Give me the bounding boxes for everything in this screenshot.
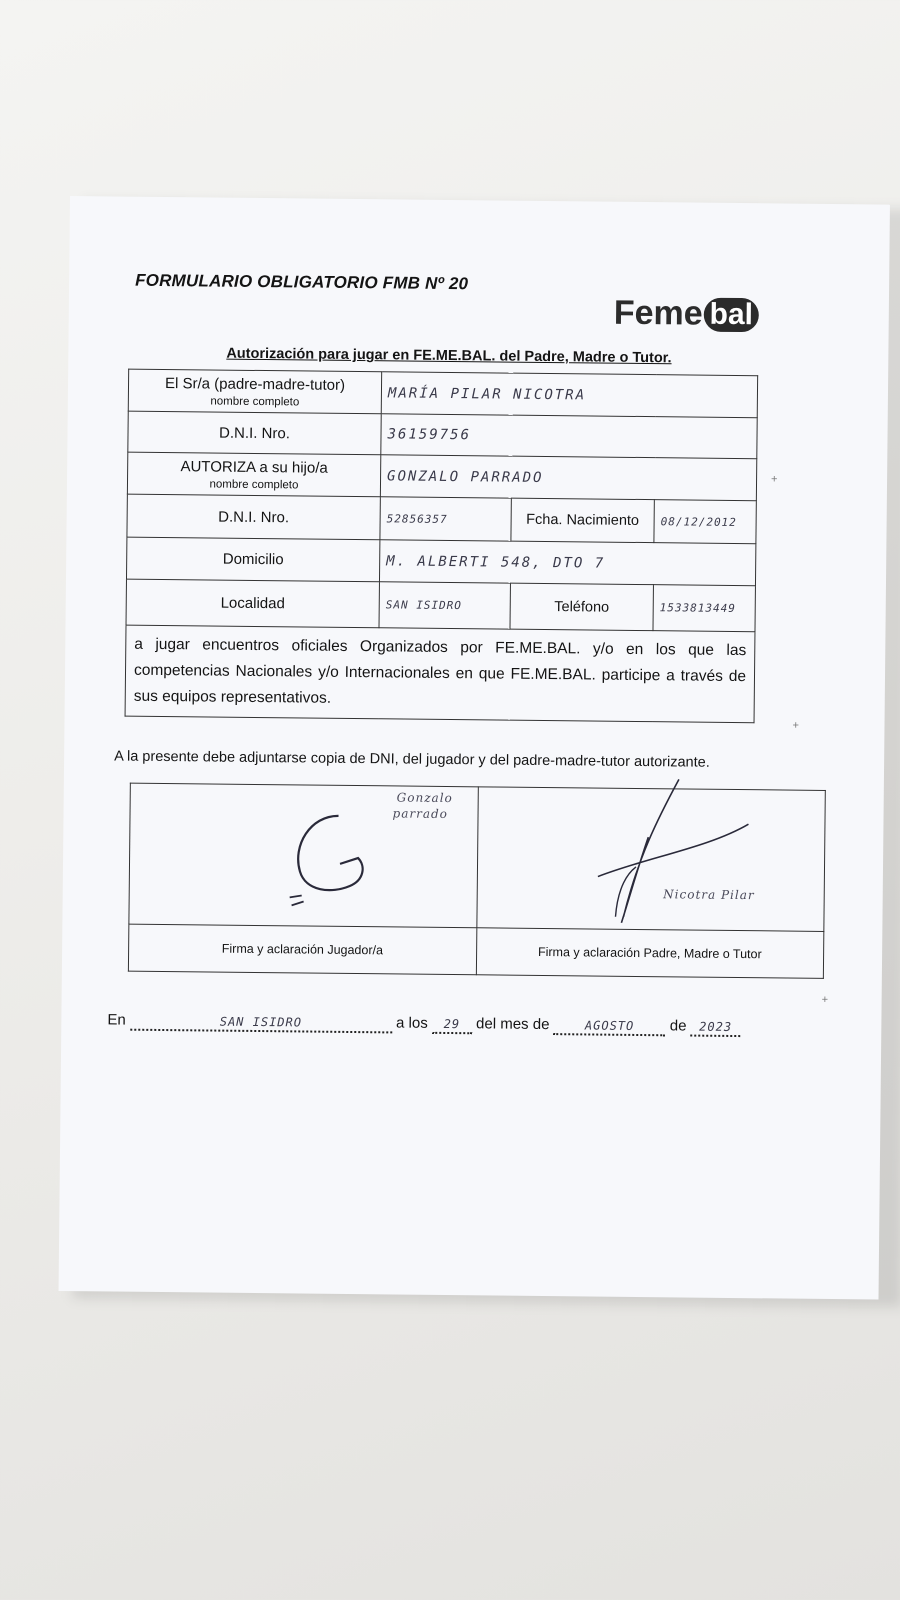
month-label: del mes de xyxy=(475,1015,550,1034)
stray-pen-mark: + xyxy=(792,719,799,732)
stray-pen-mark: + xyxy=(771,473,778,486)
parent-name-sublabel: nombre completo xyxy=(210,394,300,408)
child-dni-label: D.N.I. Nro. xyxy=(127,494,380,540)
place-field xyxy=(130,1012,392,1034)
year-field xyxy=(691,1018,741,1038)
locality-value: SAN ISIDRO xyxy=(379,582,510,629)
player-signature-box xyxy=(129,783,478,928)
parent-name-label-cell xyxy=(128,369,381,414)
parent-name-label: El Sr/a (padre-madre-tutor) xyxy=(164,374,346,394)
parent-clarification: Nicotra Pilar xyxy=(663,887,755,903)
locality-label: Localidad xyxy=(126,579,379,628)
parent-signature-caption: Firma y aclaración Padre, Madre o Tutor xyxy=(476,928,824,979)
phone-label: Teléfono xyxy=(510,583,653,630)
child-name-sublabel: nombre completo xyxy=(209,477,299,491)
logo-text-bal: bal xyxy=(703,297,759,332)
day-label: a los xyxy=(395,1014,428,1032)
parent-name-row xyxy=(128,369,757,418)
day-value: 29 xyxy=(443,1016,461,1032)
player-signature-caption: Firma y aclaración Jugador/a xyxy=(128,924,476,975)
child-name-label: AUTORIZA a su hijo/a xyxy=(180,457,328,477)
en-label: En xyxy=(107,1011,126,1029)
parent-signature-mark xyxy=(557,776,819,929)
authorization-form-sheet xyxy=(59,196,890,1300)
authorization-row xyxy=(125,625,755,723)
address-label: Domicilio xyxy=(126,537,379,582)
player-clarification-line2: parrado xyxy=(392,806,448,821)
place-value: SAN ISIDRO xyxy=(219,1014,303,1030)
stray-pen-mark: + xyxy=(821,993,829,1006)
child-dni-value: 52856357 xyxy=(380,497,511,541)
address-row xyxy=(126,537,755,586)
form-table xyxy=(125,369,759,724)
child-name-value: GONZALO PARRADO xyxy=(380,455,756,501)
address-value: M. ALBERTI 548, DTO 7 xyxy=(379,540,755,586)
player-signature-mark xyxy=(279,805,400,916)
day-field xyxy=(432,1015,472,1034)
phone-value: 1533813449 xyxy=(653,585,755,632)
child-dni-row xyxy=(127,494,756,544)
child-name-label-cell xyxy=(127,452,380,497)
signature-caption-row xyxy=(128,924,823,978)
parent-dni-label: D.N.I. Nro. xyxy=(128,411,381,455)
child-name-row xyxy=(127,452,756,501)
locality-row xyxy=(126,579,755,632)
player-clarification-line1: Gonzalo xyxy=(396,790,453,806)
birth-date-label: Fcha. Nacimiento xyxy=(511,498,654,542)
month-field xyxy=(554,1016,666,1036)
month-value: AGOSTO xyxy=(584,1018,635,1033)
parent-signature-box xyxy=(476,787,825,932)
femebal-logo xyxy=(614,294,760,335)
authorization-text: a jugar encuentros oficiales Organizados por FE.ME.BAL. y/o en los que las competencias Nacionales y/o Internacionales en que FE.ME.BAL. participe a través de sus equipos representativos. xyxy=(125,625,755,723)
logo-text-feme: Feme xyxy=(613,293,703,333)
parent-name-value: MARÍA PILAR NICOTRA xyxy=(381,372,757,418)
year-label: de xyxy=(669,1017,687,1035)
parent-dni-row xyxy=(128,411,757,459)
form-title: FORMULARIO OBLIGATORIO FMB Nº 20 xyxy=(135,270,469,294)
attachment-notice: A la presente debe adjuntarse copia de DNI, del jugador y del padre-madre-tutor autorizante. xyxy=(114,748,710,771)
signature-row xyxy=(129,783,825,931)
year-value: 2023 xyxy=(699,1019,733,1034)
birth-date-value: 08/12/2012 xyxy=(654,500,756,544)
parent-dni-value: 36159756 xyxy=(381,414,757,459)
signature-table xyxy=(128,783,826,979)
form-subtitle: Autorización para jugar en FE.ME.BAL. del Padre, Madre o Tutor. xyxy=(226,345,672,367)
place-date-line xyxy=(107,1011,740,1037)
